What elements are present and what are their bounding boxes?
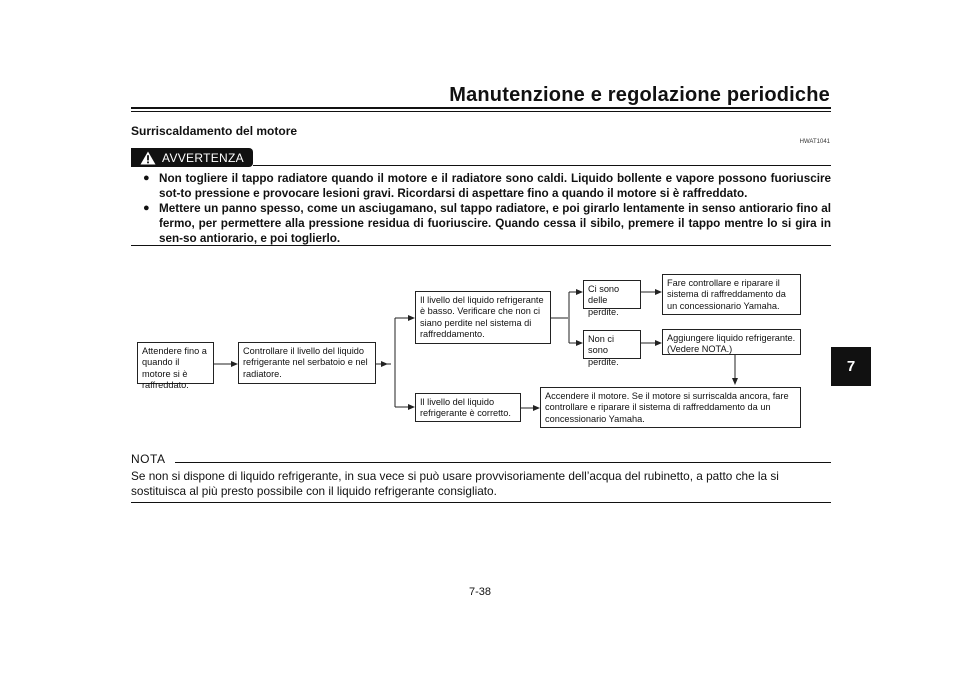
- flow-box-no-leaks: Non ci sono perdite.: [583, 330, 641, 359]
- flow-box-level-correct: Il livello del liquido refrigerante è corretto.: [415, 393, 521, 422]
- flow-box-repair: Fare controllare e riparare il sistema di raffreddamento da un concessionario Yamaha.: [662, 274, 801, 315]
- flow-box-leaks: Ci sono delle perdite.: [583, 280, 641, 309]
- warning-item-text: Mettere un panno spesso, come un asciugamano, sul tappo radiatore, e poi girarlo lentamente in senso antiorario fino al fermo, per permettere alla pressione residua di fuoriuscire. Quando cessa il sibilo, premere il tappo mentre lo si gira in sen-so antiorario, e poi toglierlo.: [159, 202, 831, 245]
- nota-bottom-rule: [131, 502, 831, 503]
- nota-top-rule: [175, 462, 831, 463]
- flow-box-low-level: Il livello del liquido refrigerante è basso. Verificare che non ci siano perdite nel sistema di raffreddamento.: [415, 291, 551, 344]
- flow-box-start-engine: Accendere il motore. Se il motore si surriscalda ancora, fare controllare e riparare il sistema di raffreddamento da un concessionario Yamaha.: [540, 387, 801, 428]
- flow-box-wait: Attendere fino a quando il motore si è raffreddato.: [137, 342, 214, 384]
- bullet-icon: ●: [143, 172, 150, 184]
- bullet-icon: ●: [143, 202, 150, 214]
- chapter-tab: 7: [831, 347, 871, 386]
- warning-label: AVVERTENZA: [162, 150, 244, 165]
- flow-box-add-coolant: Aggiungere liquido refrigerante. (Vedere NOTA.): [662, 329, 801, 355]
- nota-label: NOTA: [131, 452, 166, 466]
- warning-item-text: Non togliere il tappo radiatore quando il motore e il radiatore sono caldi. Liquido bollente e vapore possono fuoriuscire sot-to pressione e provocare lesioni gravi. Ricordarsi di aspettare fino a quando il motore si è raffreddato.: [159, 172, 831, 200]
- page-title: Manutenzione e regolazione periodiche: [449, 84, 830, 106]
- section-heading: Surriscaldamento del motore: [131, 124, 298, 138]
- nota-text: Se non si dispone di liquido refrigerante, in sua vece si può usare provvisoriamente dell’acqua del rubinetto, a patto che la si sostituisca al più presto possibile con il liquido refrigerante consigliato.: [131, 469, 779, 498]
- flow-box-check: Controllare il livello del liquido refrigerante nel serbatoio e nel radiatore.: [238, 342, 376, 384]
- document-code: HWAT1041: [799, 139, 830, 145]
- page-number: 7-38: [468, 586, 492, 598]
